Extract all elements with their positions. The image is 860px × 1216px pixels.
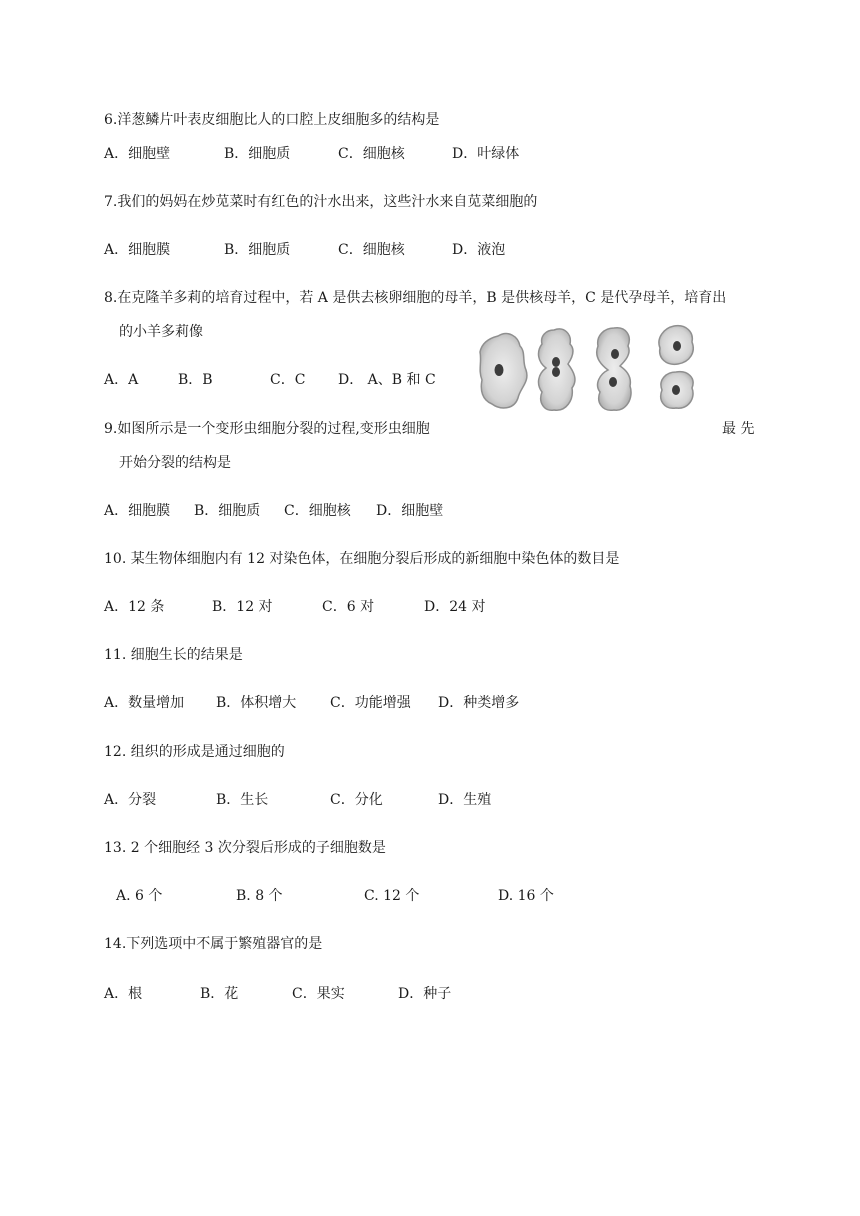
question-11-stem: 11. 细胞生长的结果是: [104, 647, 243, 663]
option-d: D. 16 个: [498, 888, 554, 904]
amoeba-stage-2-icon: [539, 329, 575, 410]
option-c: C．果实: [292, 986, 345, 1002]
option-b: B. 8 个: [236, 888, 283, 904]
option-b: B．生长: [216, 792, 269, 808]
option-d: D．种类增多: [438, 695, 520, 711]
amoeba-stage-3-icon: [597, 328, 631, 411]
option-a: A. 6 个: [116, 888, 163, 904]
option-d: D．种子: [398, 986, 452, 1002]
question-6-stem: 6.洋葱鳞片叶表皮细胞比人的口腔上皮细胞多的结构是: [104, 112, 440, 128]
option-d: D．生殖: [438, 792, 492, 808]
question-9-stem-right: 最 先: [722, 421, 755, 437]
option-c: C．C: [270, 372, 306, 388]
amoeba-division-figure: [474, 322, 704, 418]
option-b: B．花: [200, 986, 239, 1002]
question-12-stem: 12. 组织的形成是通过细胞的: [104, 744, 285, 760]
option-d: D．叶绿体: [452, 146, 520, 162]
question-9-stem-continued: 开始分裂的结构是: [119, 455, 231, 471]
option-d: D．24 对: [424, 599, 486, 615]
question-14-stem: 14.下列选项中不属于繁殖器官的是: [104, 936, 323, 952]
option-a: A．细胞膜: [104, 503, 171, 519]
option-c: C．功能增强: [330, 695, 411, 711]
option-c: C. 12 个: [364, 888, 420, 904]
option-c: C．6 对: [322, 599, 375, 615]
option-c: C．细胞核: [284, 503, 351, 519]
option-d: D．细胞壁: [376, 503, 444, 519]
question-7-stem: 7.我们的妈妈在炒苋菜时有红色的汁水出来，这些汁水来自苋菜细胞的: [104, 194, 538, 210]
option-a: A．12 条: [104, 599, 165, 615]
question-8-stem-continued: 的小羊多莉像: [119, 324, 203, 340]
option-b: B．细胞质: [224, 146, 291, 162]
option-b: B．体积增大: [216, 695, 297, 711]
option-a: A．A: [104, 372, 139, 388]
amoeba-stage-4-icon: [659, 326, 693, 409]
option-d: D． A、B 和 C: [338, 372, 436, 388]
option-b: B．B: [178, 372, 213, 388]
option-d: D．液泡: [452, 242, 506, 258]
option-a: A．根: [104, 986, 143, 1002]
option-a: A．数量增加: [104, 695, 185, 711]
amoeba-stage-1-icon: [480, 334, 527, 408]
option-b: B．细胞质: [194, 503, 261, 519]
option-c: C．分化: [330, 792, 383, 808]
option-c: C．细胞核: [338, 242, 405, 258]
option-c: C．细胞核: [338, 146, 405, 162]
question-10-stem: 10. 某生物体细胞内有 12 对染色体，在细胞分裂后形成的新细胞中染色体的数目是: [104, 551, 620, 567]
option-a: A．细胞膜: [104, 242, 171, 258]
question-9-stem: 9.如图所示是一个变形虫细胞分裂的过程,变形虫细胞: [104, 421, 430, 437]
option-a: A．分裂: [104, 792, 157, 808]
question-13-stem: 13. 2 个细胞经 3 次分裂后形成的子细胞数是: [104, 840, 386, 856]
option-b: B．细胞质: [224, 242, 291, 258]
option-a: A．细胞壁: [104, 146, 171, 162]
option-b: B．12 对: [212, 599, 273, 615]
question-8-stem: 8.在克隆羊多莉的培育过程中，若 A 是供去核卵细胞的母羊，B 是供核母羊，C 是代孕母羊，培育出: [104, 290, 727, 306]
